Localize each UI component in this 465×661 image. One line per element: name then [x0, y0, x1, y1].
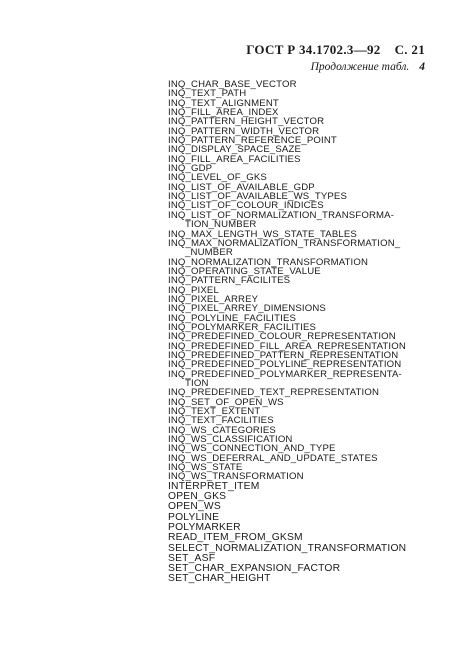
list-item: INQ_TEXT_FACILITIES: [168, 415, 274, 427]
list-item: INQ_WS_STATE: [168, 462, 243, 474]
list-item: TION: [185, 378, 209, 389]
list-item: OPEN_GKS: [168, 491, 227, 503]
list-item: INQ_PREDEFINED_PATTERN_REPRESENTATION: [168, 349, 399, 361]
list-item: INQ_PATTERN_HEIGHT_VECTOR: [168, 116, 325, 128]
list-item: INQ_PREDEFINED_COLOUR_REPRESENTATION: [168, 331, 396, 343]
list-item: POLYLINE: [168, 511, 220, 523]
list-item: INQ_TEXT_PATH: [168, 88, 247, 100]
list-item: INQ_FILL_AREA_FACILITIES: [168, 153, 301, 165]
table-number: 4: [419, 61, 425, 73]
list-item: INQ_LIST_OF_NORMALIZATION_TRANSFORMA-: [168, 209, 395, 221]
list-item: SET_CHAR_EXPANSION_FACTOR: [168, 563, 341, 575]
list-item: _NUMBER: [185, 247, 233, 259]
list-item: INQ_LIST_OF_AVAILABLE_GDP: [168, 181, 315, 193]
list-item: INQ_PREDEFINED_FILL_AREA_REPRESENTATION: [168, 340, 406, 352]
list-item: OPEN_WS: [168, 501, 221, 513]
list-item: INQ_FILL_AREA_INDEX: [168, 107, 279, 119]
list-item: INQ_WS_CATEGORIES: [168, 424, 276, 436]
list-item: INQ_TEXT_ALIGNMENT: [168, 97, 279, 109]
list-item: INQ_LIST_OF_COLOUR_INDICES: [168, 200, 324, 212]
list-item: INQ_PATTERN_WIDTH_VECTOR: [168, 125, 320, 137]
list-item: INQ_WS_CONNECTION_AND_TYPE: [168, 443, 336, 455]
table-continuation-label: [311, 61, 425, 73]
list-item: READ_ITEM_FROM_GKSM: [168, 532, 303, 544]
list-item: INQ_SET_OF_OPEN_WS: [168, 396, 284, 408]
list-item: INQ_LEVEL_OF_GKS: [168, 172, 267, 184]
list-item: INQ_CHAR_BASE_VECTOR: [168, 79, 297, 90]
list-item: INTERPRET_ITEM: [168, 480, 260, 492]
page-header: [246, 42, 425, 58]
list-item: INQ_OPERATING_STATE_VALUE: [168, 265, 321, 277]
list-item: INQ_PIXEL_ARREY: [168, 293, 259, 305]
list-item: INQ_PREDEFINED_POLYMARKER_REPRESENTA-: [168, 368, 402, 380]
list-item: INQ_PIXEL: [168, 284, 219, 296]
list-item: TION_NUMBER: [185, 219, 257, 231]
list-item: INQ_POLYLINE_FACILITIES: [168, 312, 297, 324]
standard-designation: ГОСТ Р 34.1702.3—92: [246, 42, 381, 57]
list-item: INQ_WS_CLASSIFICATION: [168, 434, 293, 446]
list-item: INQ_PIXEL_ARREY_DIMENSIONS: [168, 303, 326, 315]
list-item: INQ_WS_DEFERRAL_AND_UPDATE_STATES: [168, 452, 378, 464]
list-item: INQ_MAX_NORMALIZATION_TRANSFORMATION_: [168, 237, 401, 249]
list-item: INQ_NORMALIZATION_TRANSFORMATION: [168, 256, 369, 268]
continuation-text: Продолжение табл.: [310, 61, 410, 73]
list-item: INQ_PATTERN_FACILITES: [168, 275, 291, 287]
list-item: INQ_LIST_OF_AVAILABLE_WS_TYPES: [168, 191, 348, 203]
list-item: SET_CHAR_HEIGHT: [168, 573, 271, 585]
function-name-list: [168, 80, 406, 585]
list-item: SELECT_NORMALIZATION_TRANSFORMATION: [168, 542, 407, 554]
list-item: SET_ASF: [168, 552, 216, 564]
list-item: INQ_PATTERN_REFERENCE_POINT: [168, 135, 337, 147]
list-item: INQ_POLYMARKER_FACILITIES: [168, 321, 317, 333]
list-item: INQ_PREDEFINED_TEXT_REPRESENTATION: [168, 387, 380, 399]
page-number: С. 21: [394, 42, 425, 57]
list-item: INQ_WS_TRANSFORMATION: [168, 471, 304, 483]
list-item: POLYMARKER: [168, 521, 241, 533]
list-item: INQ_TEXT_EXTENT: [168, 406, 261, 418]
list-item: INQ_DISPLAY_SPACE_SAZE: [168, 144, 302, 156]
list-item: INQ_PREDEFINED_POLYLINE_REPRESENTATION: [168, 359, 402, 371]
list-item: INQ_MAX_LENGTH_WS_STATE_TABLES: [168, 228, 357, 240]
list-item: INQ_GDP: [168, 163, 213, 175]
